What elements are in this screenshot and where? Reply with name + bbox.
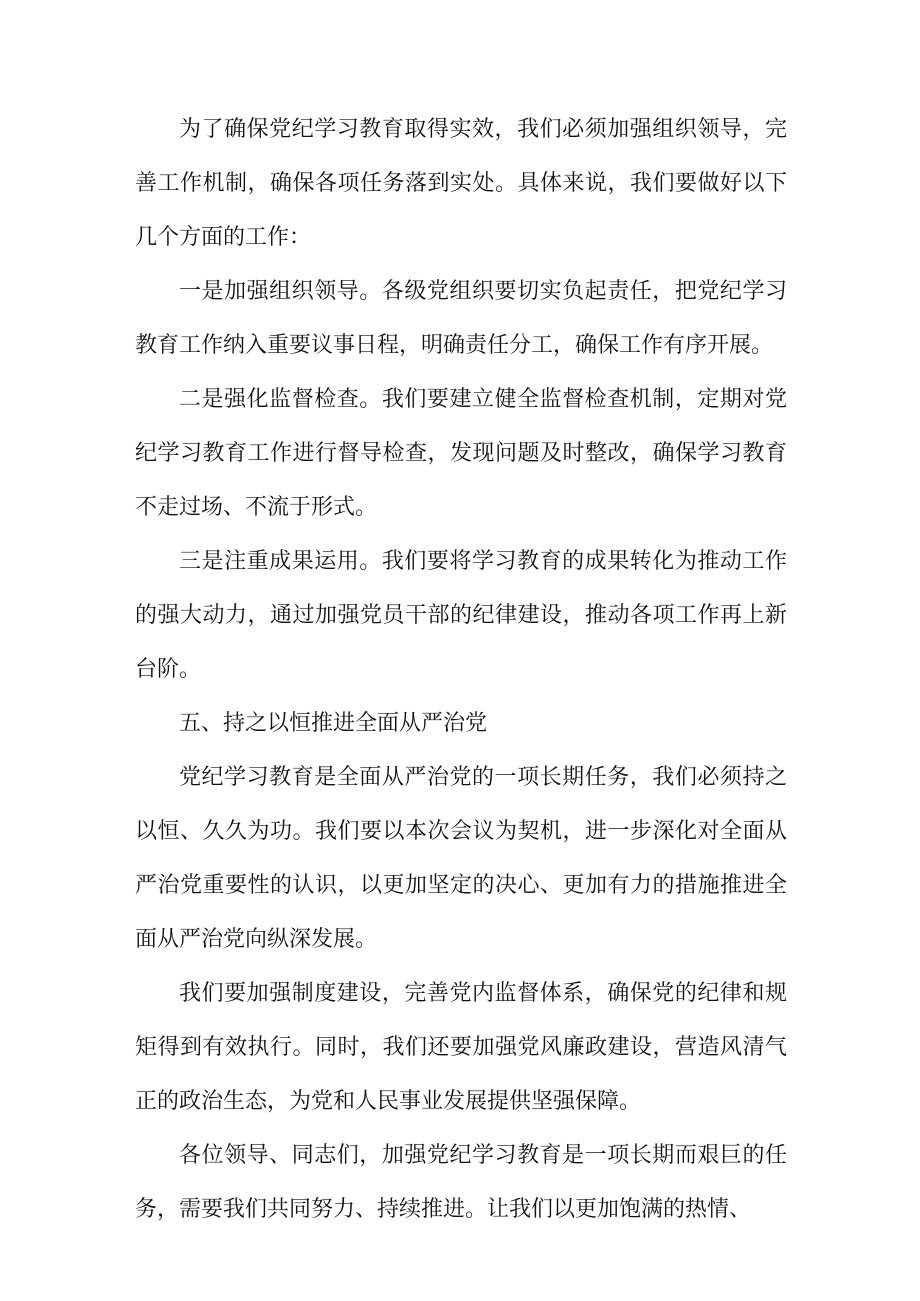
paragraph-point-three: 三是注重成果运用。我们要将学习教育的成果转化为推动工作的强大动力，通过加强党员干部的纪律建设，推动各项工作再上新台阶。 <box>135 549 787 682</box>
paragraph-institution-building: 我们要加强制度建设，完善党内监督体系，确保党的纪律和规矩得到有效执行。同时，我们还要加强党风廉政建设，营造风清气正的政治生态，为党和人民事业发展提供坚强保障。 <box>135 981 787 1114</box>
document-body <box>135 103 787 1237</box>
paragraph-point-two: 二是强化监督检查。我们要建立健全监督检查机制，定期对党纪学习教育工作进行督导检查，发现问题及时整改，确保学习教育不走过场、不流于形式。 <box>135 387 787 520</box>
paragraph-point-one: 一是加强组织领导。各级党组织要切实负起责任，把党纪学习教育工作纳入重要议事日程，明确责任分工，确保工作有序开展。 <box>135 279 787 358</box>
paragraph-intro: 为了确保党纪学习教育取得实效，我们必须加强组织领导，完善工作机制，确保各项任务落到实处。具体来说，我们要做好以下几个方面的工作： <box>135 117 787 250</box>
paragraph-closing: 各位领导、同志们，加强党纪学习教育是一项长期而艰巨的任务，需要我们共同努力、持续推进。让我们以更加饱满的热情、 <box>135 1143 787 1222</box>
paragraph-long-term-task: 党纪学习教育是全面从严治党的一项长期任务，我们必须持之以恒、久久为功。我们要以本次会议为契机，进一步深化对全面从严治党重要性的认识，以更加坚定的决心、更加有力的措施推进全面从严治党向纵深发展。 <box>135 765 787 952</box>
section-heading-five: 五、持之以恒推进全面从严治党 <box>179 711 488 736</box>
